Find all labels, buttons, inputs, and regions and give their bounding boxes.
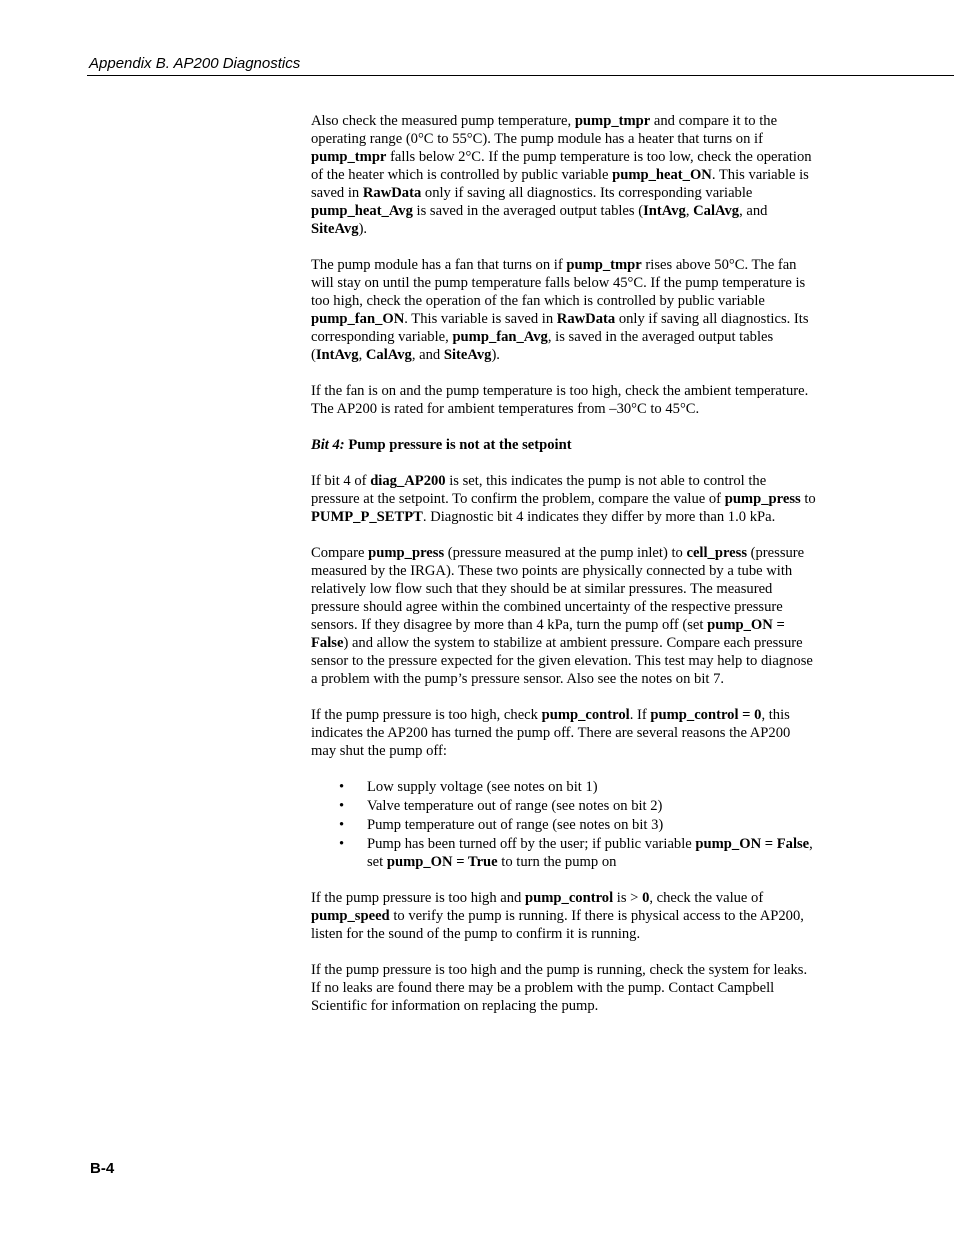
list-item-text: Valve temperature out of range (see notes on bit 2) <box>367 798 663 814</box>
shutdown-reasons-list <box>311 778 816 871</box>
list-item-text: Pump has been turned off by the user; if public variable pump_ON = False, set pump_ON = True to turn the pump on <box>367 836 813 870</box>
paragraph-bit4-description: If bit 4 of diag_AP200 is set, this indicates the pump is not able to control the pressure at the setpoint. To confirm the problem, compare the value of pump_press to PUMP_P_SETPT. Diagnostic bit 4 indicates they differ by more than 1.0 kPa. <box>311 473 816 525</box>
bullet-glyph: • <box>339 798 345 814</box>
page-number: B-4 <box>90 1160 115 1177</box>
list-item <box>311 797 816 815</box>
section-heading-title: Pump pressure is not at the setpoint <box>348 437 572 453</box>
list-item-text: Pump temperature out of range (see notes on bit 3) <box>367 817 664 833</box>
list-item <box>311 816 816 834</box>
list-item <box>311 835 816 871</box>
header-rule <box>87 75 954 76</box>
list-item <box>311 778 816 796</box>
list-item-text: Low supply voltage (see notes on bit 1) <box>367 779 598 795</box>
paragraph-pump-fan: The pump module has a fan that turns on if pump_tmpr rises above 50°C. The fan will stay on until the pump temperature falls below 45°C. If the pump temperature is too high, check the operation of the fan which is controlled by public variable pump_fan_ON. This variable is saved in RawData only if saving all diagnostics. Its corresponding variable, pump_fan_Avg, is saved in the averaged output tables (IntAvg, CalAvg, and SiteAvg). <box>311 257 809 363</box>
paragraph-pump-control: If the pump pressure is too high, check pump_control. If pump_control = 0, this indicates the AP200 has turned the pump off. There are several reasons the AP200 may shut the pump off: <box>311 707 791 759</box>
section-heading-bit: Bit 4: <box>311 437 345 453</box>
section-heading <box>311 436 816 454</box>
bullet-glyph: • <box>339 779 345 795</box>
bullet-glyph: • <box>339 817 345 833</box>
bullet-glyph: • <box>339 836 345 852</box>
paragraph-leaks: If the pump pressure is too high and the pump is running, check the system for leaks. If no leaks are found there may be a problem with the pump. Contact Campbell Scientific for information on replacing the pump. <box>311 962 808 1014</box>
paragraph-ambient-temperature: If the fan is on and the pump temperature is too high, check the ambient temperature. The AP200 is rated for ambient temperatures from –30°C to 45°C. <box>311 383 809 417</box>
paragraph-pump-speed: If the pump pressure is too high and pump_control is > 0, check the value of pump_speed to verify the pump is running. If there is physical access to the AP200, listen for the sound of the pump to confirm it is running. <box>311 890 804 942</box>
paragraph-compare-pressure: Compare pump_press (pressure measured at the pump inlet) to cell_press (pressure measured by the IRGA). These two points are physically connected by a tube with relatively low flow such that they should be at similar pressures. The measured pressure should agree within the combined uncertainty of the respective pressure sensors. If they disagree by more than 4 kPa, turn the pump off (set pump_ON = False) and allow the system to stabilize at ambient pressure. Compare each pressure sensor to the pressure expected for the given elevation. This test may help to diagnose a problem with the pump’s pressure sensor. Also see the notes on bit 7. <box>311 545 813 687</box>
paragraph-pump-temperature: Also check the measured pump temperature, pump_tmpr and compare it to the operating range (0°C to 55°C). The pump module has a heater that turns on if pump_tmpr falls below 2°C. If the pump temperature is too low, check the operation of the heater which is controlled by public variable pump_heat_ON. This variable is saved in RawData only if saving all diagnostics. Its corresponding variable pump_heat_Avg is saved in the averaged output tables (IntAvg, CalAvg, and SiteAvg). <box>311 113 812 237</box>
body-text <box>311 112 816 1033</box>
running-header: Appendix B. AP200 Diagnostics <box>89 55 301 72</box>
